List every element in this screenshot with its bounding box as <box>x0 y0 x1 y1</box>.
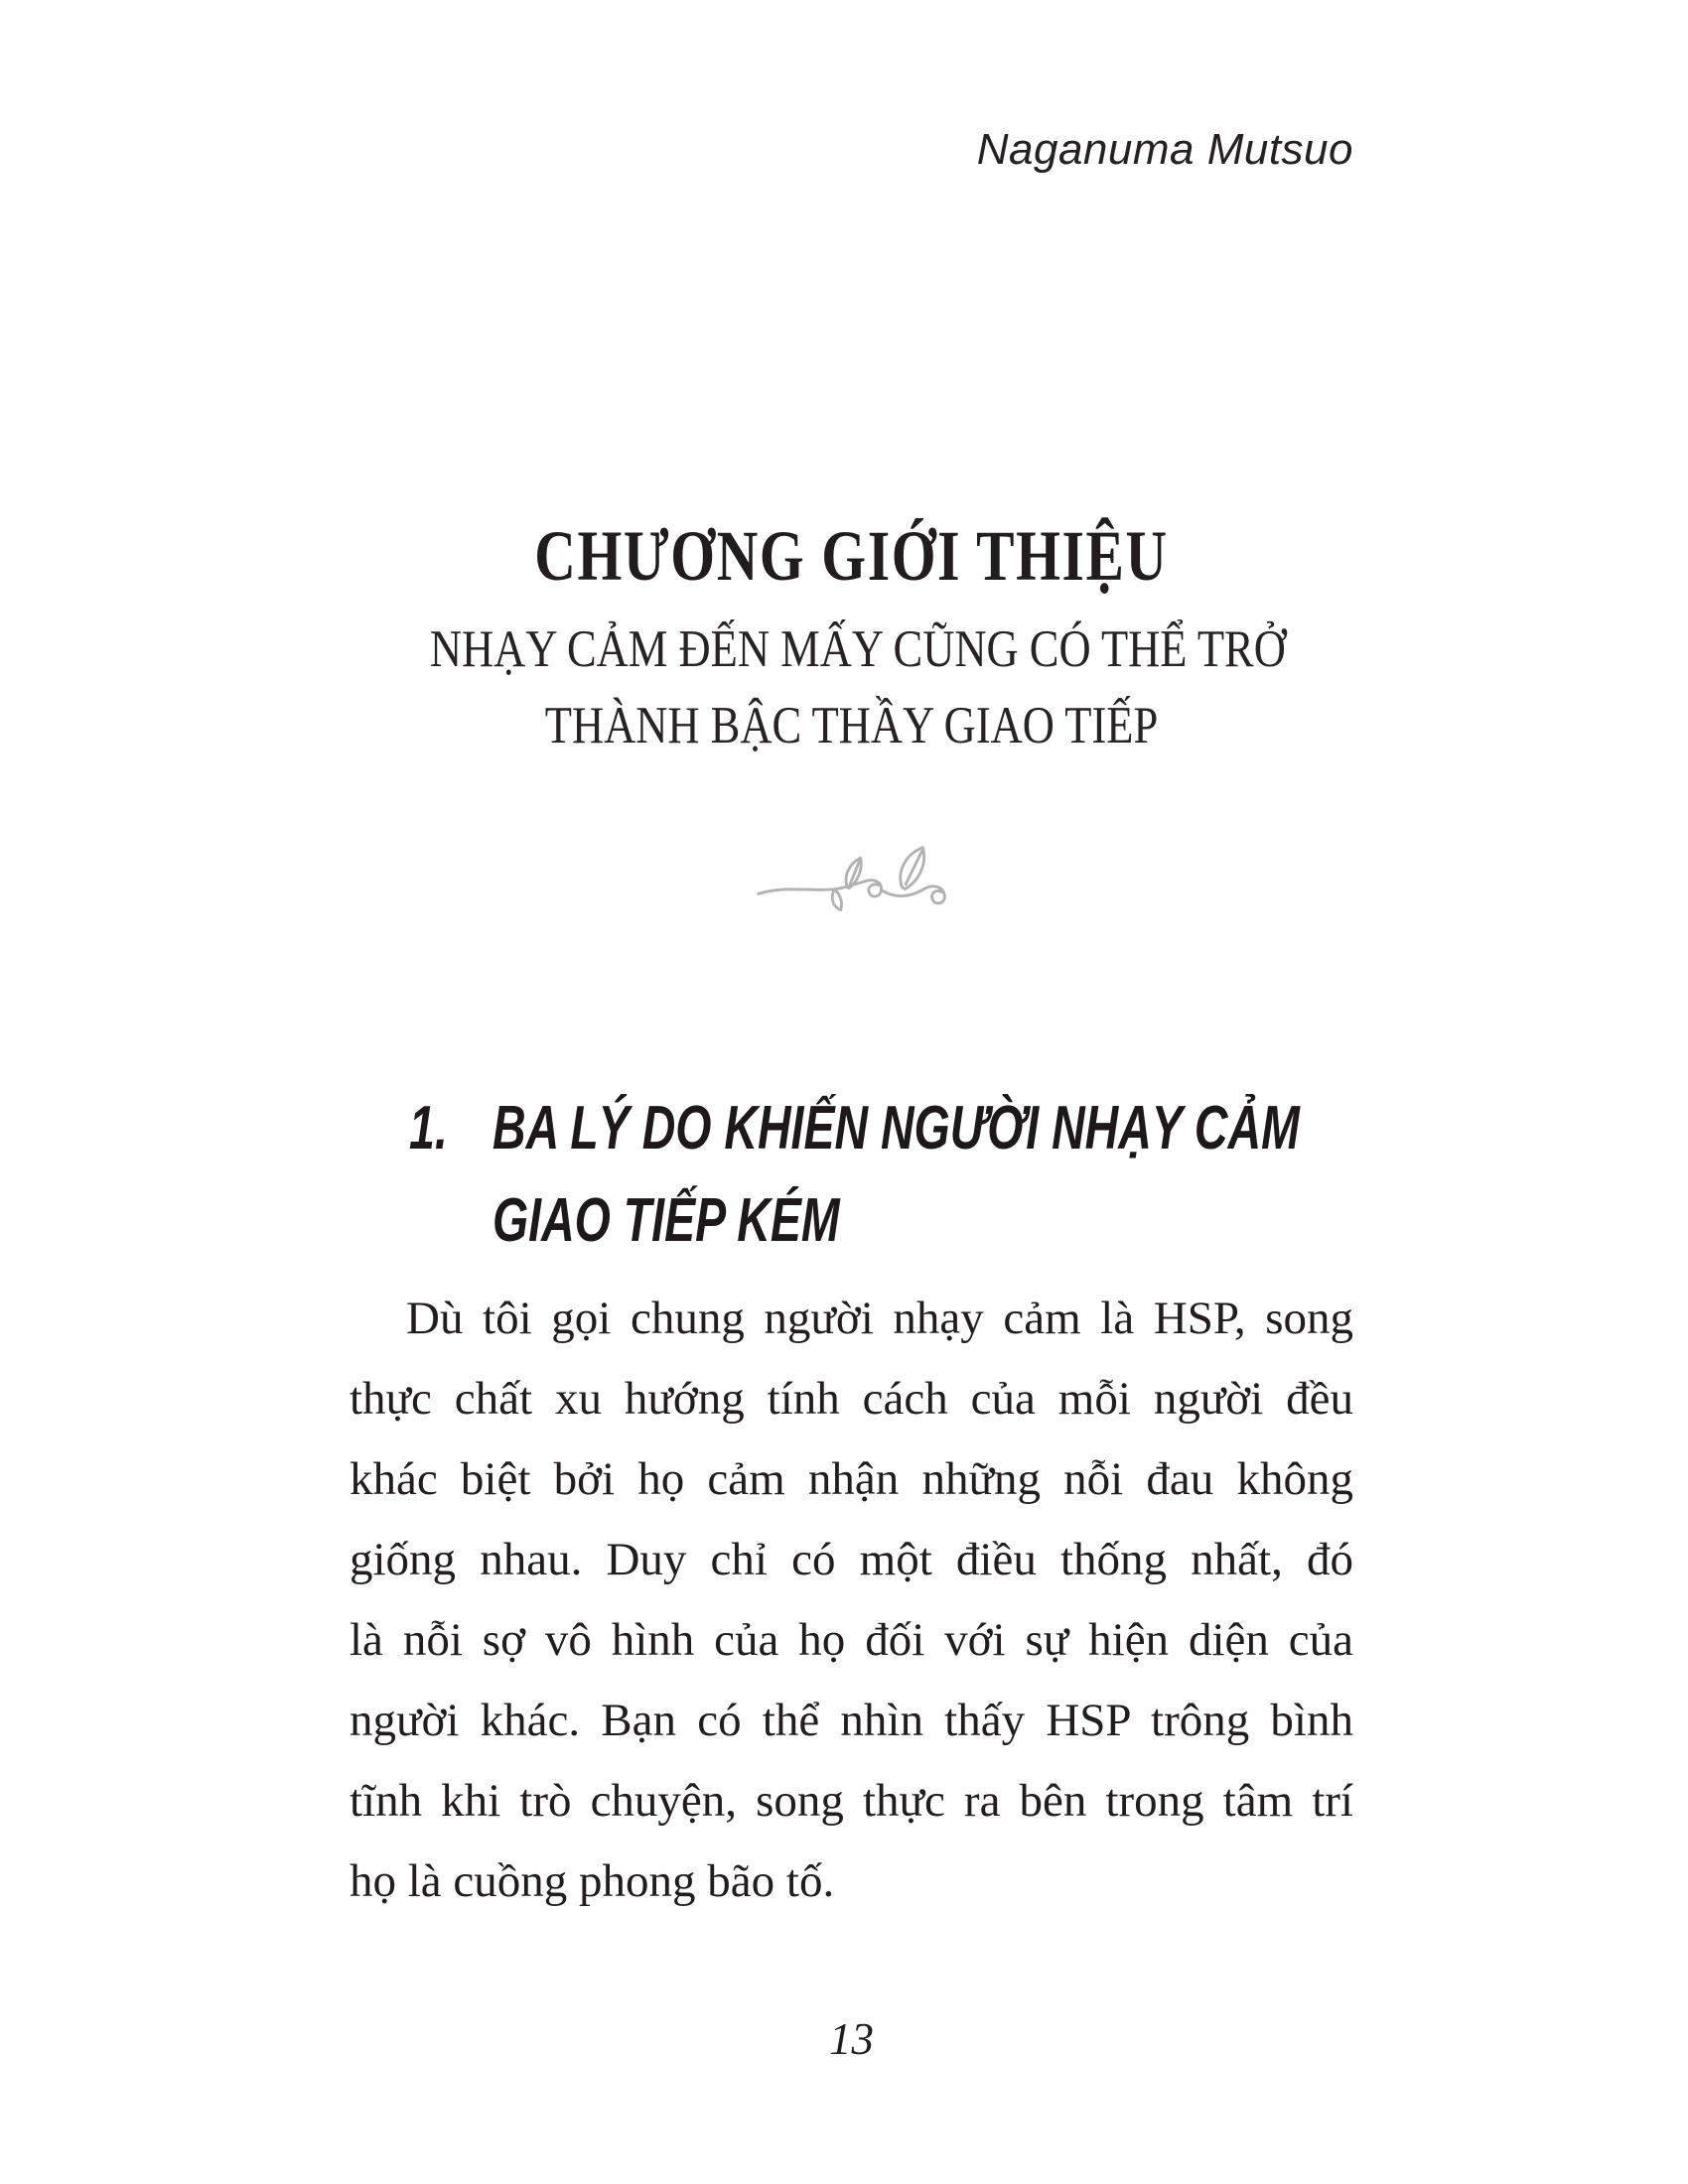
page-number: 13 <box>829 2014 874 2064</box>
paragraph-line: người khác. Bạn có thể nhìn thấy HSP trông bình <box>350 1695 1353 1746</box>
paragraph-line: họ là cuồng phong bão tố. <box>350 1855 835 1907</box>
section-title-line1: BA LÝ DO KHIẾN NGƯỜI NHẠY CẢM <box>492 1094 1300 1162</box>
paragraph-line: tĩnh khi trò chuyện, song thực ra bên trong tâm trí <box>350 1775 1353 1827</box>
body-paragraph <box>350 1279 1353 1922</box>
running-header-author: Naganuma Mutsuo <box>976 125 1353 174</box>
paragraph-line: là nỗi sợ vô hình của họ đối với sự hiện diện của <box>350 1614 1353 1666</box>
section-number: 1. <box>409 1094 448 1162</box>
chapter-title: CHƯƠNG GIỚI THIỆU <box>534 516 1169 596</box>
paragraph-line: Dù tôi gọi chung người nhạy cảm là HSP, song <box>406 1293 1353 1344</box>
paragraph-line: khác biệt bởi họ cảm nhận những nỗi đau không <box>350 1453 1353 1505</box>
section-title-line2: GIAO TIẾP KÉM <box>492 1186 840 1255</box>
section-divider-ornament <box>350 844 1353 924</box>
chapter-subtitle <box>429 612 1286 764</box>
section-heading <box>409 1082 1597 1267</box>
paragraph-line: thực chất xu hướng tính cách của mỗi người đều <box>350 1373 1353 1425</box>
vine-leaf-flourish-icon <box>753 844 951 919</box>
section-number-spacer <box>409 1174 492 1267</box>
chapter-subtitle-line2: THÀNH BẬC THẦY GIAO TIẾP <box>544 697 1159 754</box>
chapter-subtitle-line1: NHẠY CẢM ĐẾN MẤY CŨNG CÓ THỂ TRỞ <box>429 620 1286 678</box>
paragraph-line: giống nhau. Duy chỉ có một điều thống nhất, đó <box>350 1534 1353 1585</box>
